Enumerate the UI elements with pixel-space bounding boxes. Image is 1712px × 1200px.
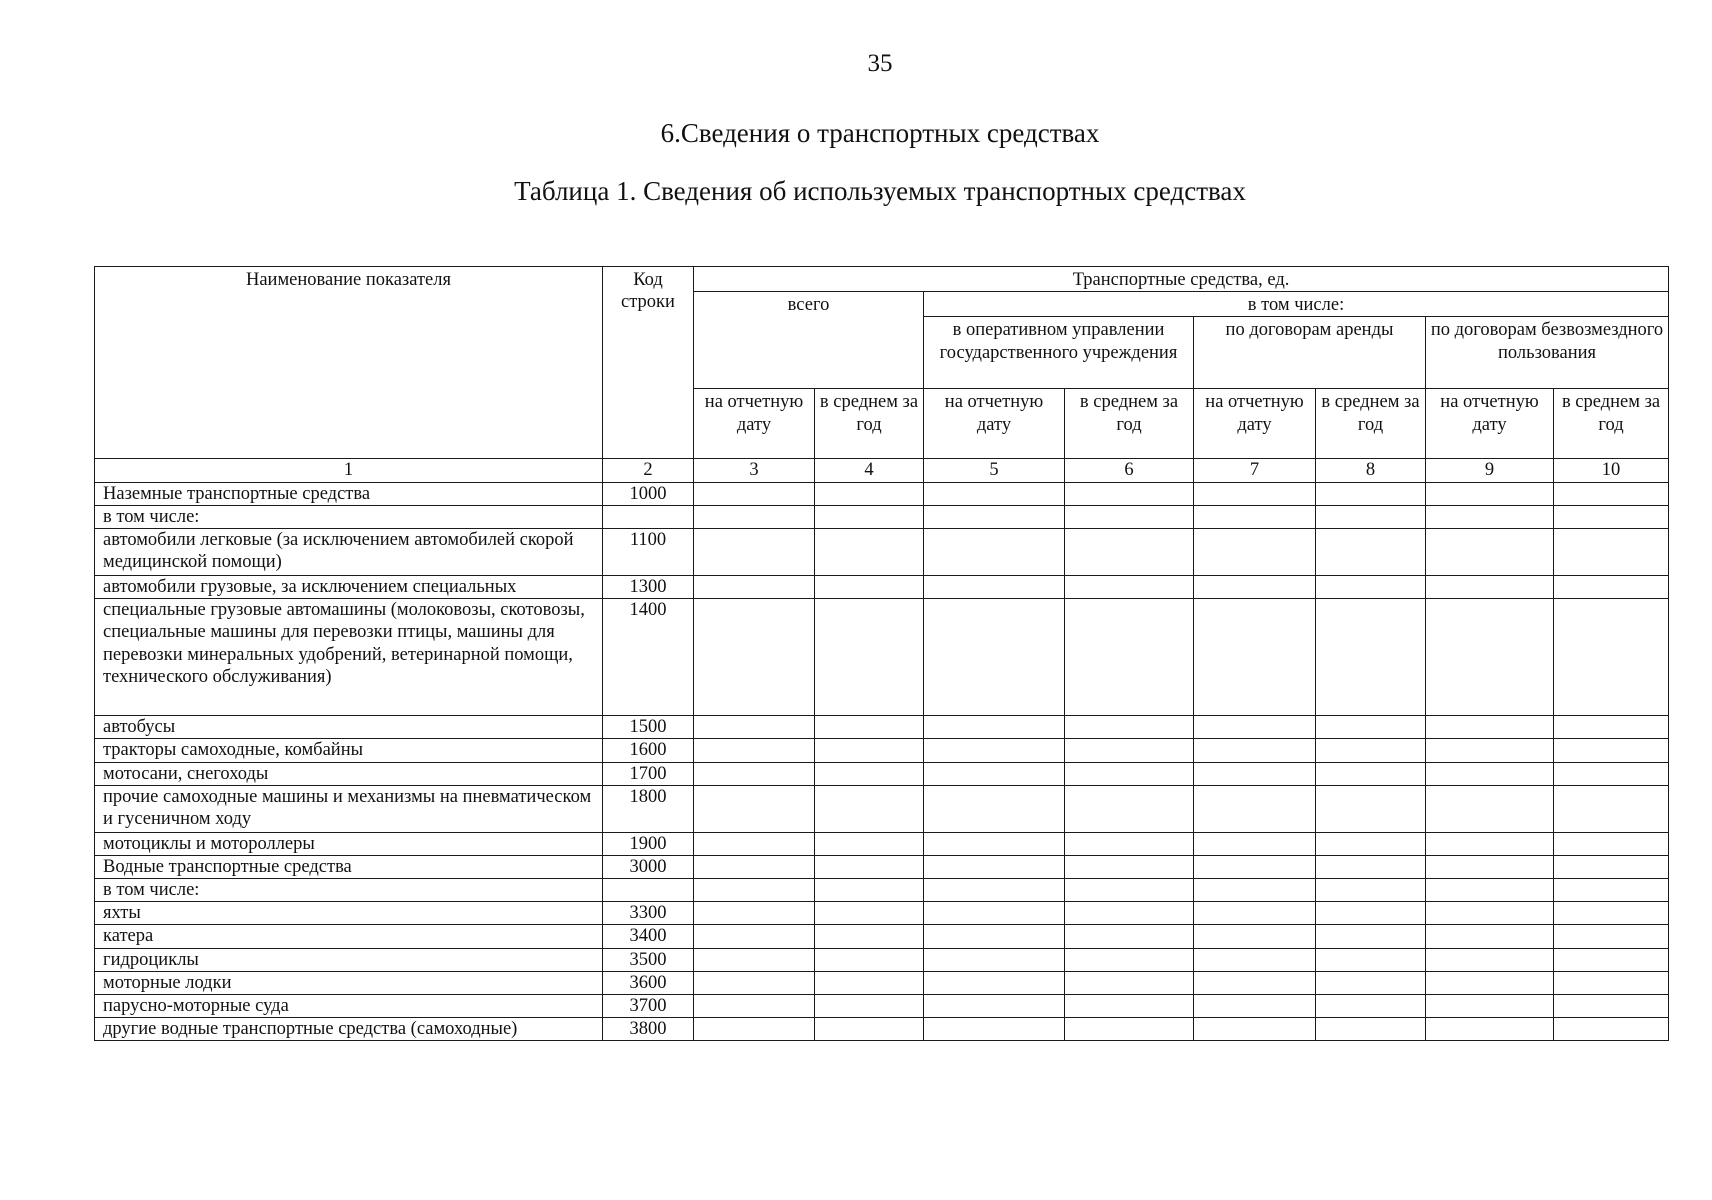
header-free-use-on-date: на отчетную дату: [1426, 389, 1554, 459]
empty-cell[interactable]: [815, 971, 924, 994]
table-row: [95, 879, 1669, 902]
row-code: 3600: [603, 971, 694, 994]
empty-cell[interactable]: [1065, 785, 1194, 832]
row-name: мотосани, снегоходы: [95, 762, 603, 785]
empty-cell[interactable]: [694, 716, 815, 739]
row-name: Наземные транспортные средства: [95, 482, 603, 505]
empty-cell[interactable]: [1426, 855, 1554, 878]
header-free-use: по договорам безвозмездного пользования: [1426, 317, 1669, 389]
empty-cell[interactable]: [1065, 879, 1194, 902]
row-code: 3300: [603, 902, 694, 925]
table-row: [95, 599, 1669, 716]
empty-cell[interactable]: [1194, 832, 1316, 855]
header-total-avg-year: в среднем за год: [815, 389, 924, 459]
empty-cell[interactable]: [1194, 599, 1316, 716]
empty-cell[interactable]: [1065, 599, 1194, 716]
table-row: [95, 832, 1669, 855]
empty-cell[interactable]: [1194, 575, 1316, 598]
header-operational-management: в оперативном управлении государственного учреждения: [924, 317, 1194, 389]
empty-cell[interactable]: [1065, 1018, 1194, 1041]
empty-cell[interactable]: [694, 902, 815, 925]
empty-cell[interactable]: [1194, 971, 1316, 994]
empty-cell[interactable]: [815, 879, 924, 902]
empty-cell[interactable]: [924, 855, 1065, 878]
empty-cell[interactable]: [1316, 785, 1426, 832]
empty-cell[interactable]: [1426, 832, 1554, 855]
empty-cell[interactable]: [1554, 575, 1669, 598]
empty-cell[interactable]: [694, 832, 815, 855]
row-name: автобусы: [95, 716, 603, 739]
empty-cell[interactable]: [924, 785, 1065, 832]
empty-cell[interactable]: [924, 971, 1065, 994]
empty-cell[interactable]: [1194, 948, 1316, 971]
page-number: 35: [867, 50, 893, 77]
column-number: 1: [95, 459, 603, 482]
row-code: 1500: [603, 716, 694, 739]
empty-cell[interactable]: [1554, 785, 1669, 832]
empty-cell[interactable]: [1316, 599, 1426, 716]
empty-cell[interactable]: [815, 925, 924, 948]
row-name: мотоциклы и мотороллеры: [95, 832, 603, 855]
empty-cell[interactable]: [694, 1018, 815, 1041]
empty-cell[interactable]: [1554, 902, 1669, 925]
table-row: [95, 762, 1669, 785]
table-row: [95, 925, 1669, 948]
row-name: гидроциклы: [95, 948, 603, 971]
empty-cell[interactable]: [1554, 528, 1669, 575]
table-row: [95, 855, 1669, 878]
row-code: 1300: [603, 575, 694, 598]
empty-cell[interactable]: [1316, 762, 1426, 785]
empty-cell[interactable]: [924, 948, 1065, 971]
empty-cell[interactable]: [1426, 879, 1554, 902]
empty-cell[interactable]: [1065, 482, 1194, 505]
empty-cell[interactable]: [815, 785, 924, 832]
empty-cell[interactable]: [924, 832, 1065, 855]
empty-cell[interactable]: [815, 739, 924, 762]
empty-cell[interactable]: [815, 482, 924, 505]
row-code: 3800: [603, 1018, 694, 1041]
empty-cell[interactable]: [924, 902, 1065, 925]
empty-cell[interactable]: [815, 528, 924, 575]
empty-cell[interactable]: [694, 599, 815, 716]
header-vehicles-units: Транспортные средства, ед.: [694, 267, 1669, 292]
empty-cell[interactable]: [1316, 855, 1426, 878]
empty-cell[interactable]: [1194, 505, 1316, 528]
row-code: 1100: [603, 528, 694, 575]
row-code: 3700: [603, 995, 694, 1018]
empty-cell[interactable]: [815, 716, 924, 739]
empty-cell[interactable]: [1426, 482, 1554, 505]
empty-cell[interactable]: [1065, 925, 1194, 948]
empty-cell[interactable]: [1316, 995, 1426, 1018]
empty-cell[interactable]: [1316, 1018, 1426, 1041]
row-code: 1800: [603, 785, 694, 832]
row-code: 1700: [603, 762, 694, 785]
row-name: моторные лодки: [95, 971, 603, 994]
empty-cell[interactable]: [1426, 739, 1554, 762]
header-operational-on-date: на отчетную дату: [924, 389, 1065, 459]
empty-cell[interactable]: [1065, 855, 1194, 878]
empty-cell[interactable]: [815, 575, 924, 598]
empty-cell[interactable]: [694, 482, 815, 505]
empty-cell[interactable]: [1316, 925, 1426, 948]
empty-cell[interactable]: [815, 1018, 924, 1041]
row-code: 1000: [603, 482, 694, 505]
empty-cell[interactable]: [1194, 762, 1316, 785]
row-name: автомобили грузовые, за исключением специальных: [95, 575, 603, 598]
empty-cell[interactable]: [924, 505, 1065, 528]
row-name: катера: [95, 925, 603, 948]
empty-cell[interactable]: [1426, 902, 1554, 925]
empty-cell[interactable]: [694, 575, 815, 598]
header-row-code: Код строки: [603, 267, 694, 459]
row-name: яхты: [95, 902, 603, 925]
empty-cell[interactable]: [1065, 948, 1194, 971]
row-name: тракторы самоходные, комбайны: [95, 739, 603, 762]
empty-cell[interactable]: [1194, 902, 1316, 925]
empty-cell[interactable]: [1194, 855, 1316, 878]
empty-cell[interactable]: [1065, 762, 1194, 785]
empty-cell[interactable]: [1316, 879, 1426, 902]
row-name: специальные грузовые автомашины (молоковозы, скотовозы, специальные машины для перевозки птицы, машины для перевозки минеральных удобрений, ветеринарной помощи, технического обслуживания): [95, 599, 603, 716]
empty-cell[interactable]: [1065, 832, 1194, 855]
empty-cell[interactable]: [815, 995, 924, 1018]
section-title: 6.Сведения о транспортных средствах: [660, 118, 1100, 148]
empty-cell[interactable]: [1554, 925, 1669, 948]
empty-cell[interactable]: [1194, 528, 1316, 575]
empty-cell[interactable]: [694, 528, 815, 575]
empty-cell[interactable]: [1426, 995, 1554, 1018]
empty-cell[interactable]: [1065, 716, 1194, 739]
empty-cell[interactable]: [924, 599, 1065, 716]
empty-cell[interactable]: [1554, 855, 1669, 878]
empty-cell[interactable]: [1426, 948, 1554, 971]
row-code: [603, 505, 694, 528]
table-row: [95, 528, 1669, 575]
row-name: в том числе:: [95, 505, 603, 528]
empty-cell[interactable]: [1554, 599, 1669, 716]
empty-cell[interactable]: [1316, 832, 1426, 855]
row-name: Водные транспортные средства: [95, 855, 603, 878]
header-free-use-avg-year: в среднем за год: [1554, 389, 1669, 459]
empty-cell[interactable]: [1194, 785, 1316, 832]
column-number: 10: [1554, 459, 1669, 482]
empty-cell[interactable]: [815, 599, 924, 716]
row-code: [603, 879, 694, 902]
row-code: 1400: [603, 599, 694, 716]
empty-cell[interactable]: [1316, 528, 1426, 575]
column-number: 4: [815, 459, 924, 482]
empty-cell[interactable]: [1065, 505, 1194, 528]
empty-cell[interactable]: [1065, 902, 1194, 925]
row-code: 1600: [603, 739, 694, 762]
row-code: 3000: [603, 855, 694, 878]
empty-cell[interactable]: [694, 505, 815, 528]
empty-cell[interactable]: [1194, 482, 1316, 505]
table-row: [95, 971, 1669, 994]
empty-cell[interactable]: [1554, 762, 1669, 785]
empty-cell[interactable]: [1554, 995, 1669, 1018]
empty-cell[interactable]: [1194, 716, 1316, 739]
empty-cell[interactable]: [815, 832, 924, 855]
empty-cell[interactable]: [924, 995, 1065, 1018]
empty-cell[interactable]: [694, 995, 815, 1018]
empty-cell[interactable]: [694, 971, 815, 994]
row-name: прочие самоходные машины и механизмы на пневматическом и гусеничном ходу: [95, 785, 603, 832]
empty-cell[interactable]: [1316, 482, 1426, 505]
empty-cell[interactable]: [1065, 971, 1194, 994]
table-row: [95, 902, 1669, 925]
table-row: [95, 1018, 1669, 1041]
empty-cell[interactable]: [815, 902, 924, 925]
empty-cell[interactable]: [1194, 925, 1316, 948]
header-indicator-name: Наименование показателя: [95, 267, 603, 459]
header-lease-on-date: на отчетную дату: [1194, 389, 1316, 459]
empty-cell[interactable]: [815, 505, 924, 528]
empty-cell[interactable]: [694, 855, 815, 878]
empty-cell[interactable]: [815, 762, 924, 785]
empty-cell[interactable]: [1426, 505, 1554, 528]
table-row: [95, 739, 1669, 762]
table-title: Таблица 1. Сведения об используемых транспортных средствах: [514, 176, 1246, 206]
table-row: [95, 575, 1669, 598]
empty-cell[interactable]: [1554, 716, 1669, 739]
column-number: 7: [1194, 459, 1316, 482]
empty-cell[interactable]: [1426, 925, 1554, 948]
empty-cell[interactable]: [1316, 505, 1426, 528]
empty-cell[interactable]: [1426, 1018, 1554, 1041]
empty-cell[interactable]: [694, 879, 815, 902]
empty-cell[interactable]: [1065, 739, 1194, 762]
table-row: [95, 482, 1669, 505]
empty-cell[interactable]: [1316, 739, 1426, 762]
vehicles-table: [94, 266, 1669, 1041]
empty-cell[interactable]: [924, 762, 1065, 785]
table-row: [95, 716, 1669, 739]
empty-cell[interactable]: [924, 925, 1065, 948]
empty-cell[interactable]: [924, 482, 1065, 505]
empty-cell[interactable]: [924, 879, 1065, 902]
table-row: [95, 785, 1669, 832]
empty-cell[interactable]: [815, 855, 924, 878]
header-total-on-date: на отчетную дату: [694, 389, 815, 459]
column-number: 9: [1426, 459, 1554, 482]
empty-cell[interactable]: [1426, 599, 1554, 716]
header-lease: по договорам аренды: [1194, 317, 1426, 389]
column-number: 3: [694, 459, 815, 482]
empty-cell[interactable]: [1316, 902, 1426, 925]
header-lease-avg-year: в среднем за год: [1316, 389, 1426, 459]
empty-cell[interactable]: [1554, 879, 1669, 902]
row-name: парусно-моторные суда: [95, 995, 603, 1018]
empty-cell[interactable]: [1554, 948, 1669, 971]
empty-cell[interactable]: [1194, 879, 1316, 902]
empty-cell[interactable]: [924, 739, 1065, 762]
empty-cell[interactable]: [1554, 1018, 1669, 1041]
empty-cell[interactable]: [1316, 575, 1426, 598]
empty-cell[interactable]: [924, 1018, 1065, 1041]
row-name: автомобили легковые (за исключением автомобилей скорой медицинской помощи): [95, 528, 603, 575]
empty-cell[interactable]: [694, 785, 815, 832]
empty-cell[interactable]: [1065, 995, 1194, 1018]
row-code: 3400: [603, 925, 694, 948]
empty-cell[interactable]: [1316, 716, 1426, 739]
empty-cell[interactable]: [1194, 739, 1316, 762]
row-code: 1900: [603, 832, 694, 855]
empty-cell[interactable]: [1426, 785, 1554, 832]
table-row: [95, 505, 1669, 528]
empty-cell[interactable]: [1554, 739, 1669, 762]
empty-cell[interactable]: [1316, 948, 1426, 971]
empty-cell[interactable]: [1554, 482, 1669, 505]
empty-cell[interactable]: [1194, 995, 1316, 1018]
empty-cell[interactable]: [1426, 971, 1554, 994]
empty-cell[interactable]: [1554, 832, 1669, 855]
empty-cell[interactable]: [815, 948, 924, 971]
empty-cell[interactable]: [694, 925, 815, 948]
row-name: другие водные транспортные средства (самоходные): [95, 1018, 603, 1041]
empty-cell[interactable]: [1426, 762, 1554, 785]
empty-cell[interactable]: [1316, 971, 1426, 994]
empty-cell[interactable]: [924, 528, 1065, 575]
column-number: 8: [1316, 459, 1426, 482]
empty-cell[interactable]: [1554, 971, 1669, 994]
empty-cell[interactable]: [1554, 505, 1669, 528]
row-name: в том числе:: [95, 879, 603, 902]
empty-cell[interactable]: [1065, 575, 1194, 598]
column-number: 2: [603, 459, 694, 482]
empty-cell[interactable]: [1426, 716, 1554, 739]
table-row: [95, 995, 1669, 1018]
header-total: всего: [694, 292, 924, 389]
empty-cell[interactable]: [694, 948, 815, 971]
empty-cell[interactable]: [1065, 528, 1194, 575]
row-code: 3500: [603, 948, 694, 971]
column-number: 6: [1065, 459, 1194, 482]
header-including: в том числе:: [924, 292, 1669, 317]
table-row: [95, 948, 1669, 971]
empty-cell[interactable]: [924, 575, 1065, 598]
empty-cell[interactable]: [1426, 528, 1554, 575]
empty-cell[interactable]: [1194, 1018, 1316, 1041]
column-number: 5: [924, 459, 1065, 482]
empty-cell[interactable]: [1426, 575, 1554, 598]
empty-cell[interactable]: [694, 739, 815, 762]
empty-cell[interactable]: [694, 762, 815, 785]
header-operational-avg-year: в среднем за год: [1065, 389, 1194, 459]
empty-cell[interactable]: [924, 716, 1065, 739]
